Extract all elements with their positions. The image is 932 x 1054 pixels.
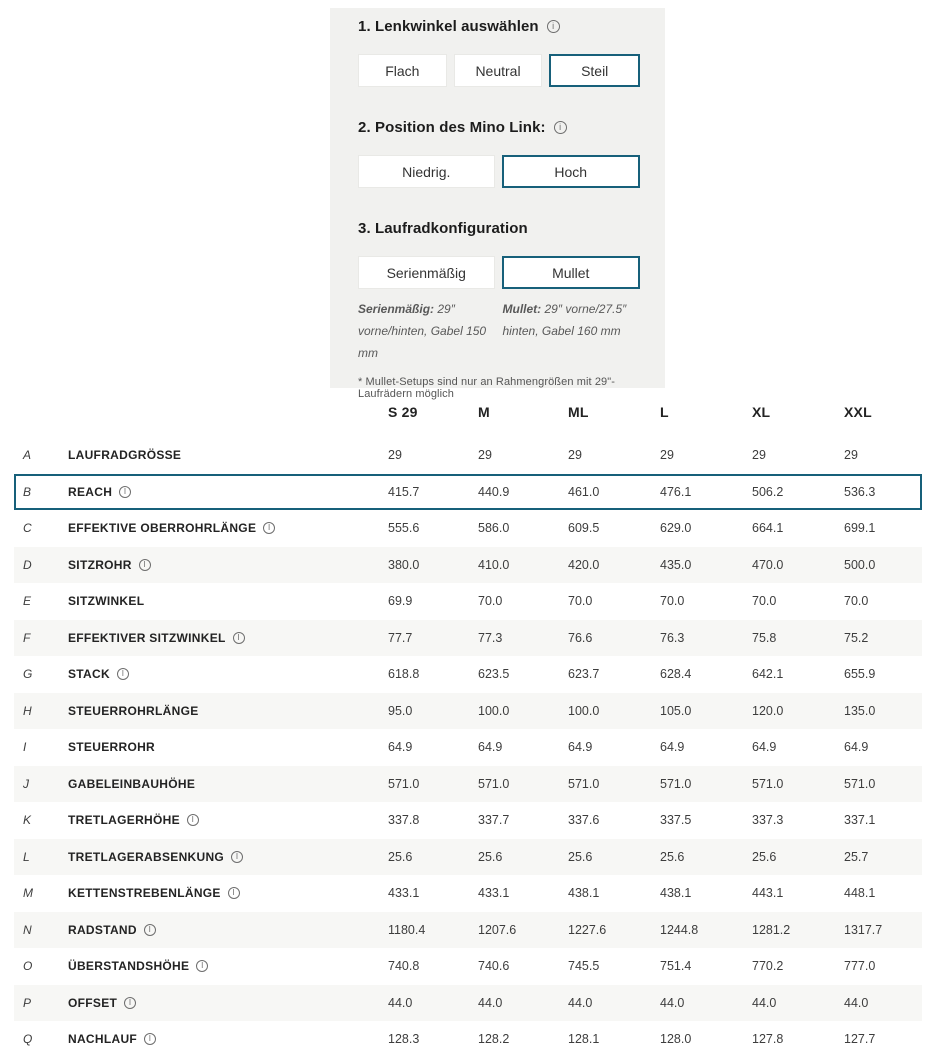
laufrad-options [358, 256, 640, 289]
cell-value: 415.7 [388, 484, 420, 499]
cell-value: 699.1 [844, 521, 876, 536]
cell-value: 476.1 [660, 484, 692, 499]
row-letter: I [23, 740, 27, 755]
table-row[interactable] [14, 729, 922, 766]
row-label-text: TRETLAGERABSENKUNG [68, 849, 225, 864]
row-letter: D [23, 557, 32, 572]
cell-value: 536.3 [844, 484, 876, 499]
cell-value: 438.1 [568, 886, 600, 901]
cell-value: 29 [388, 448, 402, 463]
cell-value: 25.6 [752, 849, 777, 864]
cell-value: 448.1 [844, 886, 876, 901]
mullet-footnote: * Mullet-Setups sind nur an Rahmengrößen mit 29"-Laufrädern möglich [358, 376, 616, 400]
table-row[interactable] [14, 1021, 922, 1054]
cell-value: 623.5 [478, 667, 510, 682]
cell-value: 618.8 [388, 667, 420, 682]
column-header-xl: XL [752, 404, 771, 420]
row-letter: B [23, 484, 32, 499]
row-label [68, 813, 388, 827]
cell-value: 105.0 [660, 703, 692, 718]
cell-value: 25.6 [568, 849, 593, 864]
column-header-m: M [478, 404, 490, 420]
cell-value: 740.6 [478, 959, 510, 974]
info-icon[interactable]: I [144, 1033, 156, 1045]
column-header-xxl: XXL [844, 404, 872, 420]
cell-value: 1227.6 [568, 922, 607, 937]
table-row[interactable] [14, 547, 922, 584]
cell-value: 470.0 [752, 557, 784, 572]
cell-value: 571.0 [660, 776, 692, 791]
cell-value: 127.7 [844, 1032, 876, 1047]
cell-value: 64.9 [568, 740, 593, 755]
row-label [68, 667, 388, 681]
section-lenkwinkel [358, 18, 640, 87]
option-button-steil[interactable]: Steil [549, 54, 640, 87]
cell-value: 77.7 [388, 630, 413, 645]
table-row[interactable] [14, 875, 922, 912]
description-lead: Mullet: [502, 302, 542, 316]
cell-value: 461.0 [568, 484, 600, 499]
cell-value: 76.6 [568, 630, 593, 645]
cell-value: 337.7 [478, 813, 510, 828]
option-button-flach[interactable]: Flach [358, 54, 447, 87]
cell-value: 337.8 [388, 813, 420, 828]
section-mino-link [358, 119, 640, 188]
row-label-text: NACHLAUF [68, 1032, 138, 1047]
row-letter: C [23, 521, 32, 536]
table-row[interactable] [14, 802, 922, 839]
cell-value: 435.0 [660, 557, 692, 572]
row-label [68, 850, 388, 864]
section-title-text: 3. Laufradkonfiguration [358, 220, 528, 237]
section-title [358, 18, 640, 35]
cell-value: 1244.8 [660, 922, 699, 937]
cell-value: 745.5 [568, 959, 600, 974]
table-row[interactable] [14, 583, 922, 620]
row-label [68, 704, 388, 718]
info-icon[interactable]: I [196, 960, 208, 972]
cell-value: 440.9 [478, 484, 510, 499]
cell-value: 555.6 [388, 521, 420, 536]
cell-value: 1180.4 [388, 922, 426, 937]
row-label [68, 558, 388, 572]
row-label [68, 1032, 388, 1046]
table-row[interactable] [14, 839, 922, 876]
row-letter: K [23, 813, 32, 828]
cell-value: 25.6 [660, 849, 685, 864]
cell-value: 443.1 [752, 886, 784, 901]
row-label-text: REACH [68, 484, 113, 499]
cell-value: 128.1 [568, 1032, 600, 1047]
row-letter: E [23, 594, 32, 609]
cell-value: 76.3 [660, 630, 685, 645]
cell-value: 29 [752, 448, 766, 463]
row-label [68, 631, 388, 645]
cell-value: 127.8 [752, 1032, 784, 1047]
cell-value: 44.0 [388, 995, 413, 1010]
cell-value: 337.1 [844, 813, 876, 828]
cell-value: 571.0 [568, 776, 600, 791]
cell-value: 1317.7 [844, 922, 883, 937]
option-button-hoch[interactable]: Hoch [502, 155, 641, 188]
cell-value: 623.7 [568, 667, 600, 682]
option-button-neutral[interactable]: Neutral [454, 54, 543, 87]
cell-value: 64.9 [660, 740, 685, 755]
option-button-mullet[interactable]: Mullet [502, 256, 641, 289]
description-text: 29″ vorne/27.5″ hinten, Gabel 160 mm [502, 302, 627, 338]
cell-value: 70.0 [752, 594, 777, 609]
info-icon[interactable]: I [144, 924, 156, 936]
table-body [14, 437, 922, 1054]
cell-value: 337.3 [752, 813, 784, 828]
row-label [68, 740, 388, 754]
row-label-text: EFFEKTIVE OBERROHRLÄNGE [68, 521, 257, 536]
cell-value: 1281.2 [752, 922, 791, 937]
cell-value: 128.3 [388, 1032, 420, 1047]
cell-value: 609.5 [568, 521, 600, 536]
cell-value: 44.0 [478, 995, 503, 1010]
row-label-text: SITZWINKEL [68, 594, 145, 609]
cell-value: 337.5 [660, 813, 692, 828]
cell-value: 29 [660, 448, 674, 463]
cell-value: 29 [844, 448, 858, 463]
cell-value: 655.9 [844, 667, 876, 682]
info-icon[interactable]: I [231, 851, 243, 863]
row-label-text: SITZROHR [68, 557, 132, 572]
cell-value: 70.0 [660, 594, 685, 609]
info-icon[interactable]: I [117, 668, 129, 680]
cell-value: 69.9 [388, 594, 413, 609]
description-text: 29″ vorne/hinten, Gabel 150 mm [358, 302, 487, 360]
cell-value: 751.4 [660, 959, 692, 974]
cell-value: 770.2 [752, 959, 784, 974]
cell-value: 128.2 [478, 1032, 510, 1047]
row-label-text: RADSTAND [68, 922, 137, 937]
configurator-panel [330, 8, 665, 400]
row-label-text: TRETLAGERHÖHE [68, 813, 180, 828]
row-label [68, 485, 388, 499]
row-letter: F [23, 630, 31, 645]
option-button-niedrig[interactable]: Niedrig. [358, 155, 495, 188]
info-icon[interactable]: I [228, 887, 240, 899]
cell-value: 337.6 [568, 813, 600, 828]
row-label-text: EFFEKTIVER SITZWINKEL [68, 630, 226, 645]
cell-value: 29 [478, 448, 492, 463]
cell-value: 664.1 [752, 521, 784, 536]
row-label-text: STEUERROHR [68, 740, 156, 755]
cell-value: 64.9 [478, 740, 503, 755]
cell-value: 433.1 [388, 886, 420, 901]
cell-value: 571.0 [388, 776, 420, 791]
wheel-config-descriptions [358, 298, 640, 364]
cell-value: 571.0 [844, 776, 876, 791]
table-header-row [14, 398, 922, 437]
row-label-text: STACK [68, 667, 110, 682]
cell-value: 77.3 [478, 630, 503, 645]
cell-value: 433.1 [478, 886, 510, 901]
cell-value: 29 [568, 448, 582, 463]
info-icon[interactable]: I [139, 559, 151, 571]
info-icon[interactable]: I [119, 486, 131, 498]
cell-value: 100.0 [568, 703, 600, 718]
section-title [358, 220, 640, 237]
info-icon[interactable]: I [263, 522, 275, 534]
row-letter: M [23, 886, 33, 901]
column-header-ml: ML [568, 404, 589, 420]
row-letter: O [23, 959, 33, 974]
cell-value: 128.0 [660, 1032, 692, 1047]
info-icon[interactable]: I [124, 997, 136, 1009]
cell-value: 75.2 [844, 630, 869, 645]
row-letter: A [23, 448, 32, 463]
row-letter: J [23, 776, 29, 791]
option-button-serienm-ig[interactable]: Serienmäßig [358, 256, 495, 289]
cell-value: 135.0 [844, 703, 876, 718]
row-label-text: GABELEINBAUHÖHE [68, 776, 196, 791]
row-letter: L [23, 849, 30, 864]
cell-value: 506.2 [752, 484, 784, 499]
info-icon[interactable]: I [233, 632, 245, 644]
table-row[interactable] [14, 620, 922, 657]
cell-value: 777.0 [844, 959, 876, 974]
cell-value: 100.0 [478, 703, 510, 718]
row-label [68, 923, 388, 937]
row-letter: P [23, 995, 32, 1010]
info-icon[interactable]: i [547, 20, 560, 33]
row-label [68, 521, 388, 535]
row-label-text: ÜBERSTANDSHÖHE [68, 959, 190, 974]
cell-value: 25.6 [388, 849, 413, 864]
cell-value: 410.0 [478, 557, 510, 572]
cell-value: 64.9 [752, 740, 777, 755]
cell-value: 25.7 [844, 849, 869, 864]
cell-value: 44.0 [752, 995, 777, 1010]
row-label [68, 448, 388, 462]
row-label-text: LAUFRADGRÖSSE [68, 448, 182, 463]
table-row[interactable] [14, 510, 922, 547]
row-label [68, 959, 388, 973]
cell-value: 1207.6 [478, 922, 517, 937]
cell-value: 628.4 [660, 667, 692, 682]
info-icon[interactable]: i [554, 121, 567, 134]
section-laufradkonfiguration [358, 220, 640, 400]
table-row[interactable] [14, 437, 922, 474]
cell-value: 586.0 [478, 521, 510, 536]
cell-value: 70.0 [568, 594, 593, 609]
cell-value: 120.0 [752, 703, 784, 718]
cell-value: 740.8 [388, 959, 420, 974]
cell-value: 438.1 [660, 886, 692, 901]
row-letter: Q [23, 1032, 33, 1047]
cell-value: 571.0 [478, 776, 510, 791]
row-label-text: OFFSET [68, 995, 118, 1010]
section-title-text: 2. Position des Mino Link: [358, 119, 546, 136]
section-title-text: 1. Lenkwinkel auswählen [358, 18, 539, 35]
table-row-selected[interactable] [14, 474, 922, 511]
row-label [68, 996, 388, 1010]
cell-value: 629.0 [660, 521, 692, 536]
cell-value: 571.0 [752, 776, 784, 791]
cell-value: 25.6 [478, 849, 503, 864]
table-row[interactable] [14, 985, 922, 1022]
row-label [68, 886, 388, 900]
cell-value: 44.0 [568, 995, 593, 1010]
wheel-config-description-mullet [503, 298, 641, 364]
cell-value: 75.8 [752, 630, 777, 645]
description-lead: Serienmäßig: [358, 302, 435, 316]
cell-value: 64.9 [844, 740, 869, 755]
table-row[interactable] [14, 948, 922, 985]
cell-value: 70.0 [478, 594, 503, 609]
cell-value: 95.0 [388, 703, 413, 718]
row-letter: G [23, 667, 33, 682]
table-row[interactable] [14, 656, 922, 693]
cell-value: 70.0 [844, 594, 869, 609]
cell-value: 420.0 [568, 557, 600, 572]
row-label [68, 594, 388, 608]
lenkwinkel-options [358, 54, 640, 87]
geometry-table [14, 398, 922, 1054]
row-label-text: KETTENSTREBENLÄNGE [68, 886, 221, 901]
row-label-text: STEUERROHRLÄNGE [68, 703, 199, 718]
wheel-config-description-standard [358, 298, 496, 364]
cell-value: 64.9 [388, 740, 413, 755]
column-header-s-29: S 29 [388, 404, 418, 420]
table-row[interactable] [14, 693, 922, 730]
mino-link-options [358, 155, 640, 188]
cell-value: 642.1 [752, 667, 784, 682]
cell-value: 500.0 [844, 557, 876, 572]
cell-value: 44.0 [844, 995, 869, 1010]
column-header-l: L [660, 404, 669, 420]
table-row[interactable] [14, 912, 922, 949]
cell-value: 380.0 [388, 557, 420, 572]
row-letter: N [23, 922, 32, 937]
section-title [358, 119, 640, 136]
row-label [68, 777, 388, 791]
row-letter: H [23, 703, 32, 718]
table-row[interactable] [14, 766, 922, 803]
info-icon[interactable]: I [187, 814, 199, 826]
cell-value: 44.0 [660, 995, 685, 1010]
